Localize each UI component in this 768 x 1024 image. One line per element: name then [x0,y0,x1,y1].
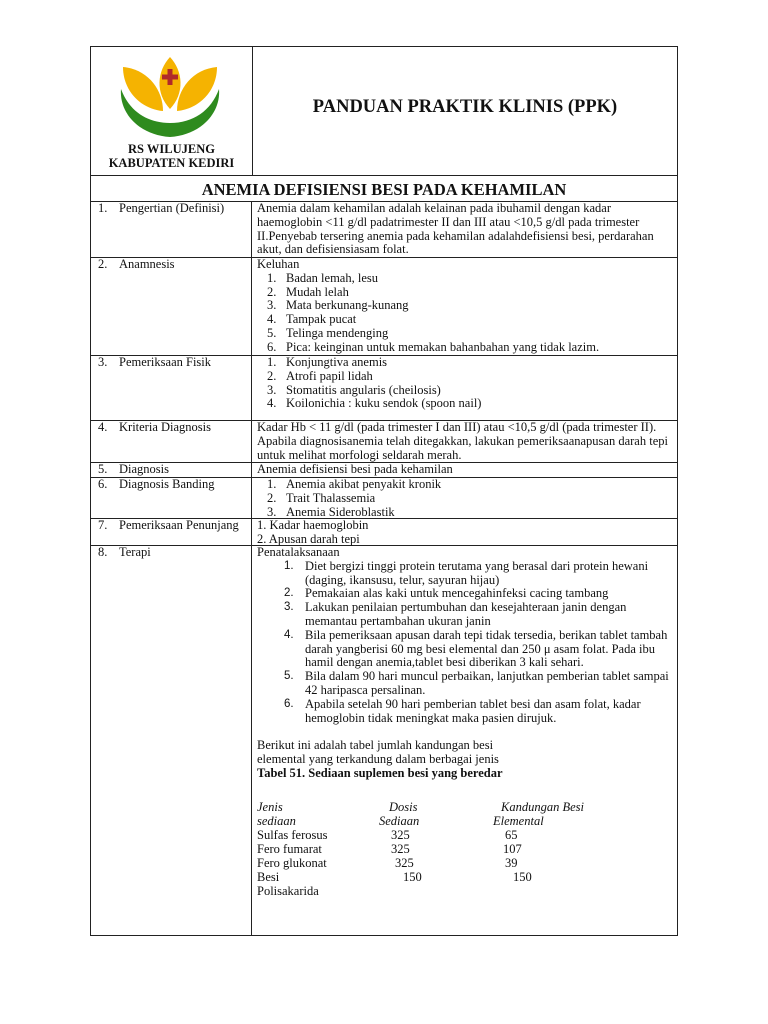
table-cell: Sulfas ferosus [257,827,328,842]
list-item: 2. Mudah lelah [267,284,349,299]
logo-cell [91,47,253,175]
note-text: elemental yang terkandung dalam berbagai jenis [257,752,499,767]
iron-supplement-table [257,789,673,909]
section-physical-exam [91,356,677,421]
section-number: 7. [98,518,108,532]
section-number: 3. [98,355,108,369]
support-line: 1. Kadar haemoglobin [257,518,369,532]
table-cell: 150 [513,869,532,884]
section-diagnosis [91,463,677,478]
topic-title: ANEMIA DEFISIENSI BESI PADA KEHAMILAN [91,176,677,202]
table-cell: 325 [391,827,410,842]
table-header: Kandungan Besi [501,799,584,814]
section-number: 5. [98,462,108,476]
hospital-line-1: RS WILUJENG [128,142,215,156]
table-cell: 65 [505,827,518,842]
support-line: 2. Apusan darah tepi [257,531,360,546]
section-text: Kadar Hb < 11 g/dl (pada trimester I dan III) atau <10,5 g/dl (pada trimester II). Apabila diagnosisanemia telah ditegakkan, lakukan pemeriksaanapusan darah tepi untuk melihat morfologi seldarah merah. [257,420,668,462]
hospital-line-2: KABUPATEN KEDIRI [108,156,235,170]
list-item: 2. Atrofi papil lidah [267,368,373,383]
list-item: 1. Anemia akibat penyakit kronik [267,477,442,491]
table-header: Elemental [493,813,544,828]
section-label: Pengertian (Definisi) [119,201,225,215]
section-differential [91,478,677,519]
table-cell: Polisakarida [257,883,319,898]
list-item: 3. Lakukan penilaian pertumbuhan dan kesejahteraan janin dengan memantau pertambahan ukuran janin [284,600,627,628]
list-item: 2. Trait Thalassemia [267,490,376,505]
therapy-list [257,560,673,726]
section-number: 1. [98,201,108,215]
table-header: Jenis [257,799,283,814]
table-cell: 325 [395,855,414,870]
section-therapy [91,546,677,935]
list-item: 5. Telinga mendenging [267,325,389,340]
section-intro: Keluhan [257,257,300,271]
table-cell: 150 [403,869,422,884]
table-cell: Fero glukonat [257,855,327,870]
section-definition [91,202,677,258]
section-supporting-exam [91,519,677,546]
exam-list [257,356,673,411]
list-item: 1. Konjungtiva anemis [267,355,388,369]
section-text: Anemia dalam kehamilan adalah kelainan pada ibuhamil dengan kadar haemoglobin <11 g/dl padatrimester II dan III atau <10,5 g/dl pada trimester II.Penyebab tersering anemia pada kehamilan adalahdefisiensi besi, perdarahan akut, dan defisiensiasam folat. [257,201,654,257]
table-cell: 325 [391,841,410,856]
list-item: 5. Bila dalam 90 hari muncul perbaikan, lanjutkan pemberian tablet sampai 42 haripasca persalinan. [284,669,669,697]
ppk-document [90,46,678,936]
list-item: 3. Anemia Sideroblastik [267,504,395,519]
section-intro: Penatalaksanaan [257,545,340,559]
section-label: Diagnosis Banding [119,477,215,491]
note-text: Berikut ini adalah tabel jumlah kandungan besi [257,738,494,753]
section-number: 6. [98,477,108,491]
table-cell: 39 [505,855,518,870]
section-diagnosis-criteria [91,421,677,463]
list-item: 2. Pemakaian alas kaki untuk mencegahinfeksi cacing tambang [284,586,609,601]
section-label: Anamnesis [119,257,175,271]
list-item: 1. Diet bergizi tinggi protein terutama yang berasal dari protein hewani (daging, ikansusu, telur, sayuran hijau) [284,558,649,587]
table-header: Sediaan [379,813,420,828]
list-item: 6. Pica: keinginan untuk memakan bahanbahan yang tidak lazim. [267,339,600,354]
section-number: 2. [98,257,108,271]
list-item: 6. Apabila setelah 90 hari pemberian tablet besi dan asam folat, kadar hemoglobin tidak meningkat maka pasien dirujuk. [284,696,641,725]
list-item: 4. Tampak pucat [267,312,357,327]
hospital-name [91,142,252,170]
section-label: Pemeriksaan Penunjang [119,518,239,532]
section-label: Terapi [119,545,151,559]
table-header: Dosis [389,799,418,814]
section-text: Anemia defisiensi besi pada kehamilan [257,462,453,476]
section-number: 4. [98,420,108,434]
table-cell: Fero fumarat [257,841,322,856]
section-anamnesis [91,258,677,356]
complaint-list [257,272,673,355]
list-item: 3. Stomatitis angularis (cheilosis) [267,382,441,397]
table-cell: Besi [257,869,280,884]
list-item: 4. Koilonichia : kuku sendok (spoon nail) [267,396,482,411]
section-label: Diagnosis [119,462,169,476]
differential-list [257,478,673,519]
table-cell: 107 [503,841,522,856]
list-item: 4. Bila pemeriksaan apusan darah tepi tidak tersedia, berikan tablet tambah darah yangberisi 60 mg besi elemental dan 250 μ asam folat. Pada ibu hamil dengan anemia,tablet besi diberikan 3 kali sehari. [284,627,668,670]
table-header: sediaan [257,813,296,828]
list-item: 3. Mata berkunang-kunang [267,298,409,313]
document-title: PANDUAN PRAKTIK KLINIS (PPK) [312,97,618,117]
table-title: Tabel 51. Sediaan suplemen besi yang beredar [257,765,503,780]
section-label: Pemeriksaan Fisik [119,355,212,369]
list-item: 1. Badan lemah, lesu [267,270,378,285]
section-number: 8. [98,545,108,559]
section-label: Kriteria Diagnosis [119,420,211,434]
document-header [91,47,677,176]
hospital-logo-icon [115,53,225,143]
